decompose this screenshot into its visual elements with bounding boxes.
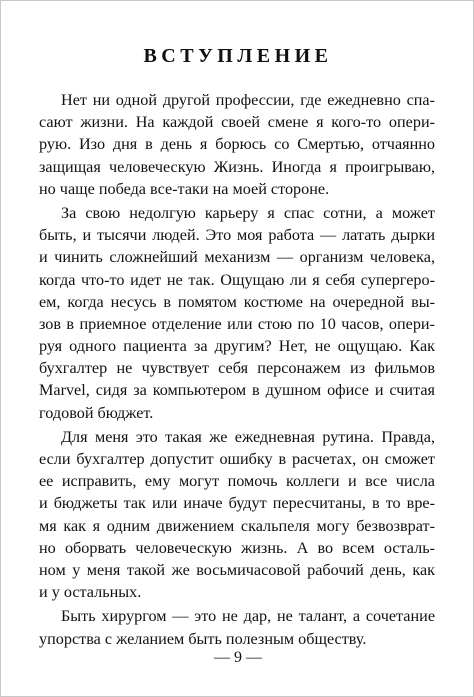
text-line: Быть хирургом — это не дар, не талант, а сочетание bbox=[61, 607, 435, 626]
text-line: и бюджеты так или иначе будут пересчитаны, в то вре- bbox=[39, 494, 435, 513]
text-line: ее исправить, ему могут помочь коллеги и все числа bbox=[39, 472, 435, 491]
text-line: руя одного пациента за другим? Нет, не ощущаю. Как bbox=[39, 337, 435, 356]
text-line: и чинить сложнейший механизм — организм человека, bbox=[39, 248, 435, 267]
text-line: Marvel, сидя за компьютером в душном офисе и считая bbox=[39, 381, 435, 400]
text-line: Нет ни одной другой профессии, где ежедневно спа- bbox=[61, 91, 435, 109]
text-line: ном у меня такой же восьмичасовой рабочий день, как bbox=[39, 560, 435, 579]
text-line: годовой бюджет. bbox=[39, 403, 154, 422]
text-line: если бухгалтер допустит ошибку в расчетах, он сможет bbox=[39, 450, 435, 468]
page-number: — 9 — bbox=[214, 649, 262, 666]
text-line: защищая человеческую Жизнь. Иногда я проигрываю, bbox=[39, 157, 435, 176]
text-line: Для меня это такая же ежедневная рутина. Правда, bbox=[61, 427, 435, 446]
text-line: но чаще победа все-таки на моей стороне. bbox=[39, 179, 330, 198]
text-line: За свою недолгую карьеру я спас сотни, а может bbox=[61, 203, 435, 222]
text-line: рую. Изо дня в день я борюсь со Смертью, отчаянно bbox=[39, 135, 435, 154]
text-line: мя как я одним движением скальпеля могу безвозврат- bbox=[39, 516, 435, 535]
text-line: упорства с желанием быть полезным обществу. bbox=[39, 629, 367, 648]
text-line: зов в приемное отделение или стою по 10 часов, опери- bbox=[39, 314, 435, 333]
text-line: и у остальных. bbox=[39, 583, 142, 602]
text-line: ем, когда несусь в помятом костюме на очередной вы- bbox=[39, 292, 435, 311]
paragraph bbox=[39, 426, 435, 604]
paragraph bbox=[39, 605, 435, 649]
paragraph bbox=[39, 89, 435, 200]
chapter-body bbox=[39, 89, 435, 650]
text-line: быть, и тысячи людей. Это моя работа — латать дырки bbox=[39, 226, 435, 245]
paragraph bbox=[39, 202, 435, 424]
text-line: сают жизни. На каждой своей смене я кого-то опери- bbox=[39, 113, 435, 132]
text-line: бухгалтер не чувствует себя персонажем из фильмов bbox=[39, 359, 435, 378]
text-line: когда что-то идет не так. Ощущаю ли я себя супергеро- bbox=[39, 270, 435, 289]
text-line: но оборвать человеческую жизнь. А во всем осталь- bbox=[39, 538, 435, 557]
chapter-title: ВСТУПЛЕНИЕ bbox=[143, 45, 333, 67]
